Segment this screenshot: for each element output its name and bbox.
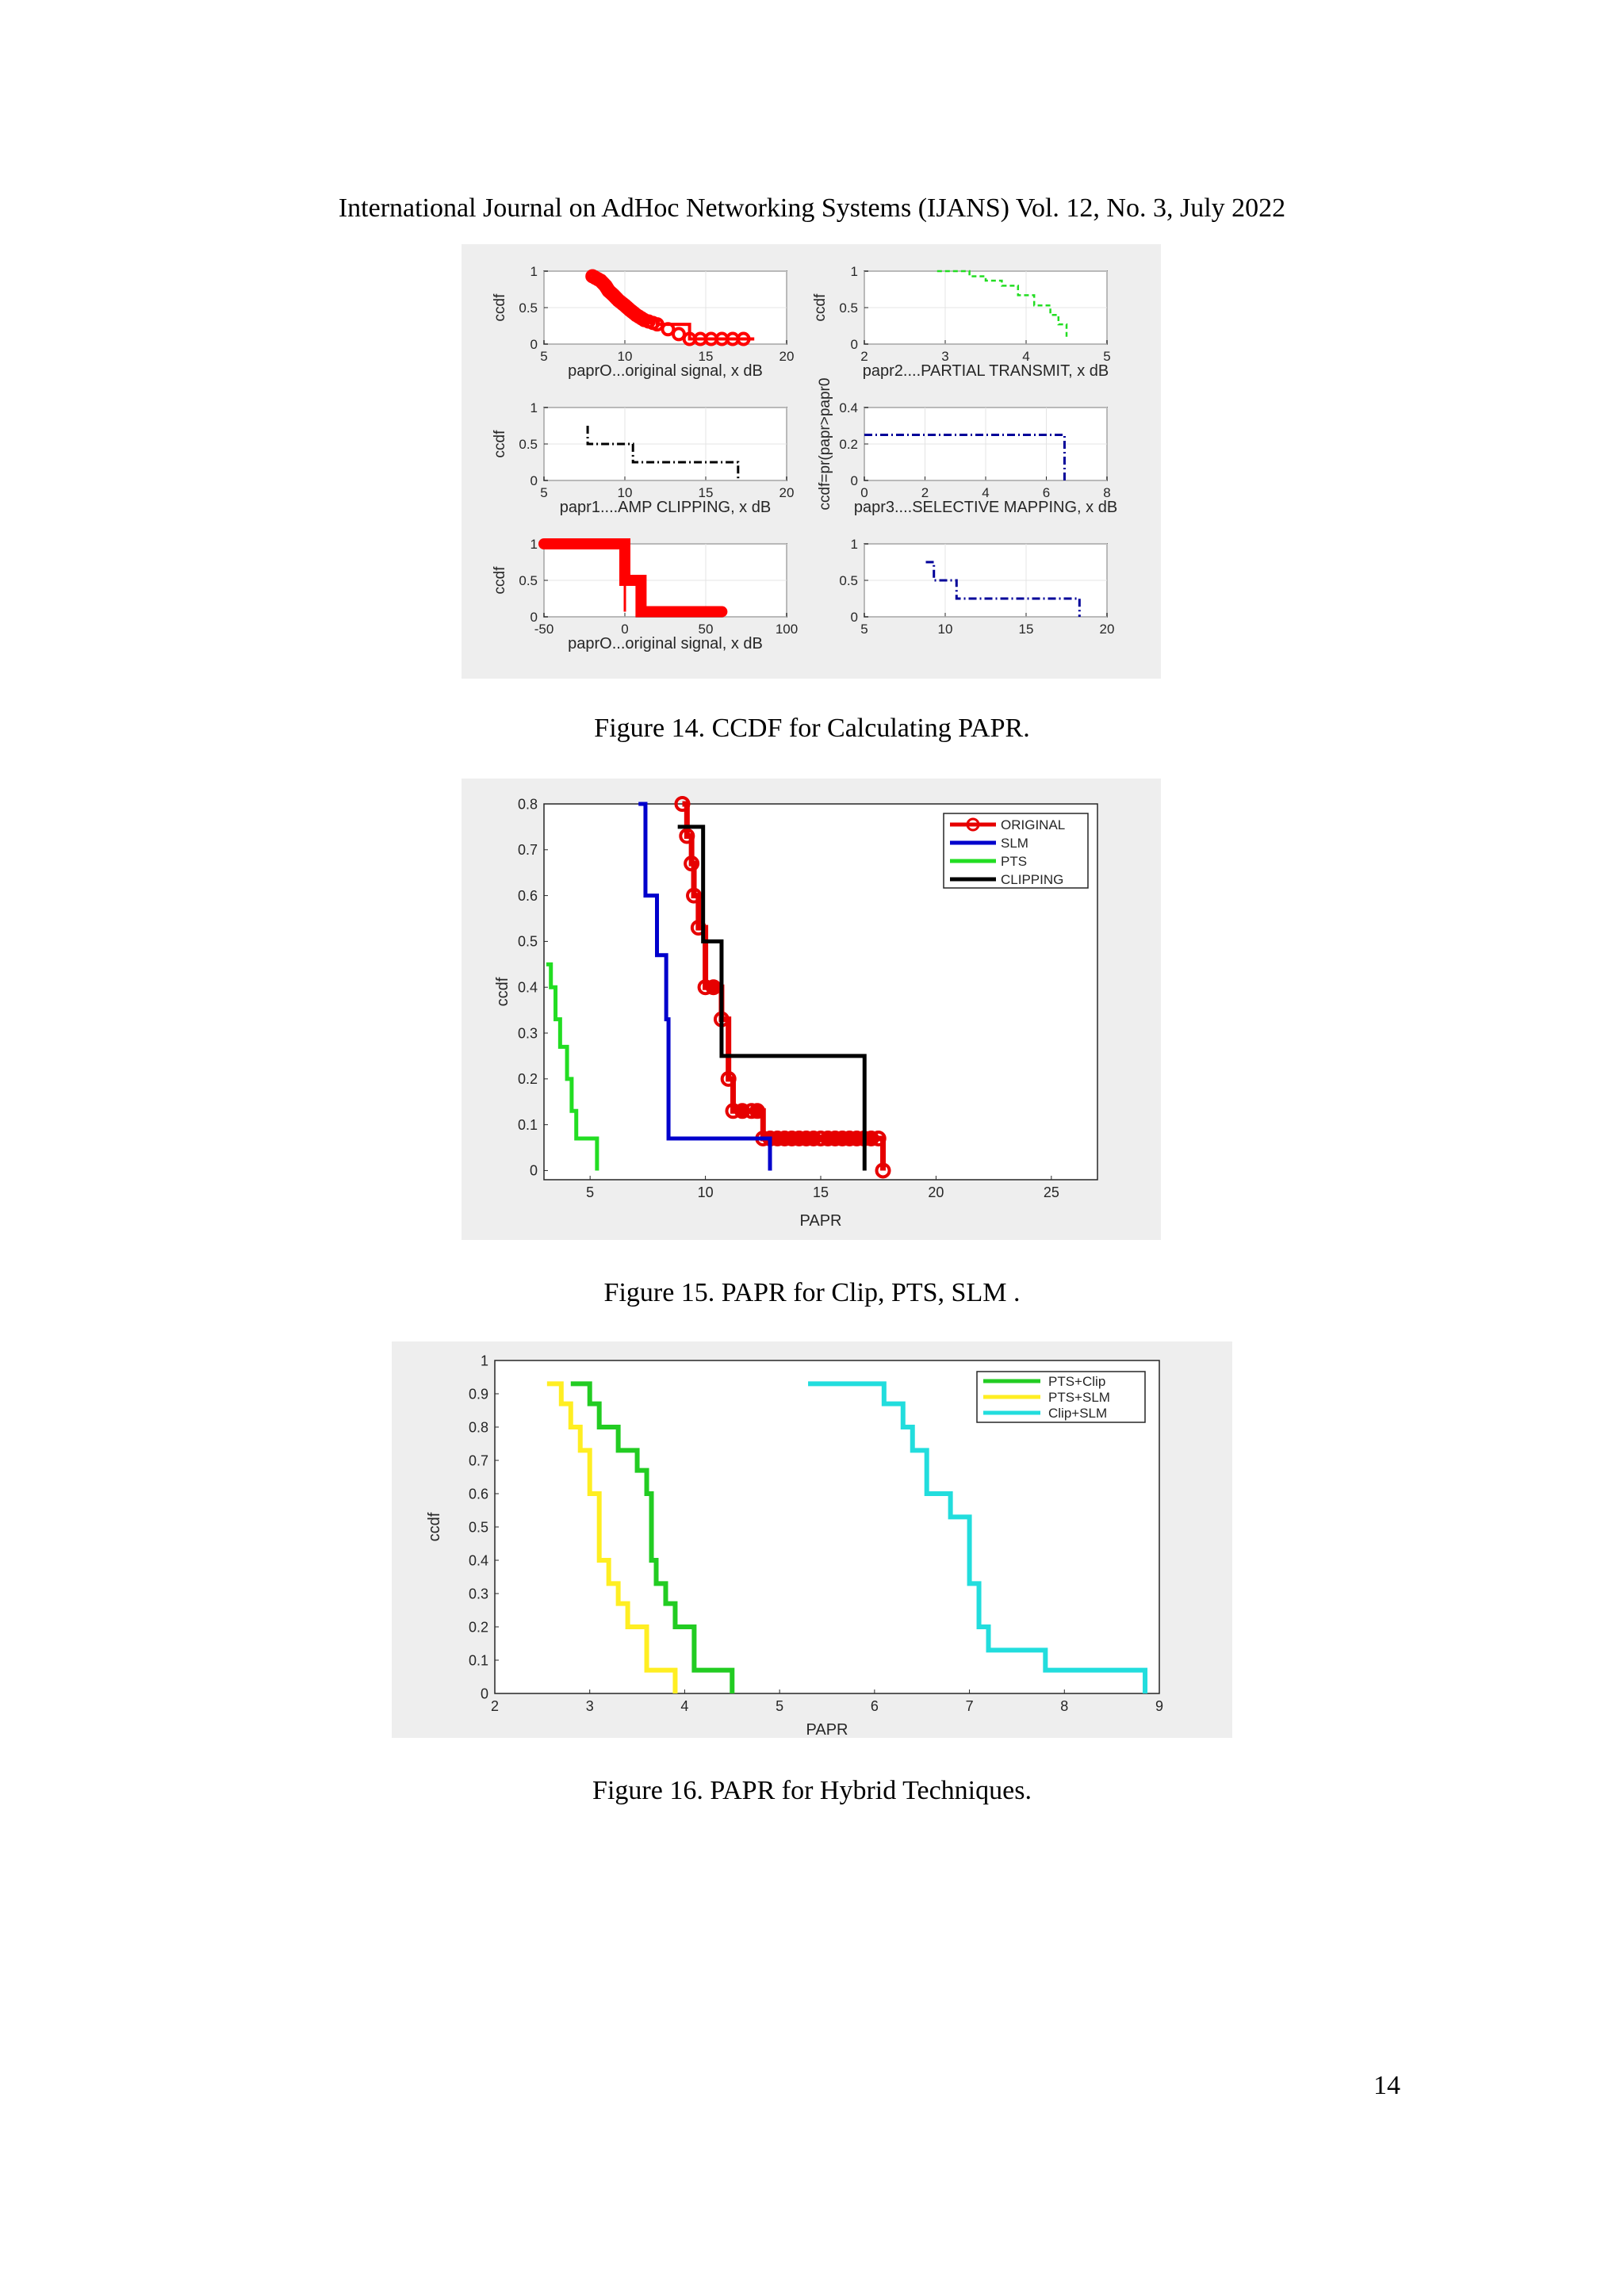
- fig15-series-original-marker: [735, 1104, 749, 1118]
- fig15-ytick-label: 0.7: [517, 842, 538, 859]
- fig14-sub4-xtick-label: 6: [1042, 485, 1051, 500]
- fig15-ytick-label: 0.8: [517, 796, 538, 813]
- fig15-xlabel: PAPR: [799, 1212, 842, 1230]
- fig14-sub2-xtick-label: 3: [941, 349, 949, 364]
- fig14-sub2-ytick-label: 0: [850, 336, 858, 352]
- fig14-sub3-xtick-label: 15: [698, 485, 714, 500]
- fig14-sub6-xtick-label: 15: [1018, 622, 1034, 637]
- fig15-series-original-marker: [806, 1131, 821, 1146]
- fig15-ytick-label: 0.5: [517, 933, 538, 950]
- fig14-sub1-xtick-label: 15: [698, 349, 714, 364]
- fig14-sub1-ytick-label: 1: [530, 263, 538, 279]
- fig16-xtick-label: 5: [776, 1698, 784, 1714]
- figure-15-caption: Figure 15. PAPR for Clip, PTS, SLM .: [603, 1278, 1021, 1307]
- fig14-sub6-ytick-label: 0.5: [839, 572, 858, 588]
- fig14-sub5-xtick-label: -50: [534, 622, 554, 637]
- fig14-sub5-xtick-label: 100: [775, 622, 799, 637]
- figure-16-plot: [392, 1341, 1232, 1738]
- fig14-sub4-ytick-label: 0: [850, 473, 858, 488]
- fig14-sub6-xtick-label: 10: [937, 622, 953, 637]
- fig14-sub2-xtick-label: 5: [1103, 349, 1111, 364]
- fig14-sub5-xlabel: paprO...original signal, x dB: [568, 635, 763, 652]
- fig15-legend-label: ORIGINAL: [1001, 817, 1066, 832]
- fig16-xtick-label: 8: [1060, 1698, 1069, 1714]
- fig14-sub5-ylabel: ccdf: [492, 566, 508, 595]
- fig16-legend-label: Clip+SLM: [1048, 1406, 1108, 1421]
- figure-16: [392, 1341, 1232, 1738]
- fig16-xtick-label: 6: [870, 1698, 879, 1714]
- fig14-sub3-xtick-label: 5: [540, 485, 548, 500]
- fig15-ytick-label: 0: [529, 1162, 538, 1179]
- fig14-sub3-ylabel: ccdf: [492, 430, 508, 458]
- fig14-sub6-ytick-label: 1: [850, 536, 858, 552]
- fig15-xtick-label: 5: [586, 1184, 595, 1200]
- fig14-sub5-xtick-label: 0: [621, 622, 629, 637]
- figure-16-caption: Figure 16. PAPR for Hybrid Techniques.: [592, 1776, 1032, 1805]
- fig14-sub1-ytick-label: 0.5: [519, 300, 538, 316]
- fig14-sub3-ytick-label: 0: [530, 473, 538, 488]
- fig16-legend-label: PTS+Clip: [1048, 1374, 1106, 1389]
- fig15-series-original-marker: [750, 1104, 764, 1118]
- fig15-legend-label: PTS: [1001, 854, 1028, 869]
- fig15-legend-label: SLM: [1001, 836, 1028, 851]
- fig14-sub1-xtick-label: 5: [540, 349, 548, 364]
- fig15-legend: [944, 813, 1088, 888]
- figure-14-plots: [462, 244, 1161, 679]
- fig14-sub4-xlabel: papr3....SELECTIVE MAPPING, x dB: [853, 499, 1118, 516]
- fig16-ytick-label: 0.8: [468, 1419, 488, 1436]
- fig14-sub2-xtick-label: 2: [860, 349, 868, 364]
- fig16-xtick-label: 3: [585, 1698, 594, 1714]
- fig14-sub3-xlabel: papr1....AMP CLIPPING, x dB: [559, 499, 772, 516]
- figure-15: [462, 779, 1161, 1240]
- fig15-ytick-label: 0.6: [517, 887, 538, 904]
- fig14-sub1-xlabel: paprO...original signal, x dB: [568, 362, 763, 380]
- fig14-sub2-ytick-label: 1: [850, 263, 858, 279]
- fig14-sub6-ytick-label: 0: [850, 609, 858, 625]
- fig15-xtick-label: 20: [928, 1184, 944, 1200]
- fig16-ytick-label: 1: [480, 1353, 488, 1369]
- fig15-ytick-label: 0.2: [517, 1071, 538, 1088]
- fig14-sub3-xtick-label: 10: [617, 485, 633, 500]
- figure-15-plot: [462, 779, 1161, 1240]
- fig15-series-original-marker: [707, 980, 721, 994]
- fig16-ytick-label: 0.9: [468, 1386, 488, 1402]
- running-header: International Journal on AdHoc Networking Systems (IJANS) Vol. 12, No. 3, July 2022: [338, 193, 1286, 223]
- fig14-sub6-xtick-label: 20: [1099, 622, 1115, 637]
- fig14-sub1-ytick-label: 0: [530, 336, 538, 352]
- fig14-sub4-xtick-label: 4: [982, 485, 990, 500]
- fig14-sub3-xtick-label: 20: [779, 485, 795, 500]
- fig16-ytick-label: 0.2: [468, 1619, 488, 1636]
- fig14-sub3-ytick-label: 1: [530, 400, 538, 415]
- fig14-sub6-xtick-label: 5: [860, 622, 868, 637]
- fig15-legend-label: CLIPPING: [1001, 872, 1064, 887]
- fig16-ytick-label: 0: [480, 1686, 488, 1702]
- fig14-sub3-ytick-label: 0.5: [519, 436, 538, 452]
- fig15-ytick-label: 0.4: [517, 979, 538, 996]
- fig14-sub4-ytick-label: 0.2: [839, 436, 858, 452]
- fig16-ytick-label: 0.1: [468, 1652, 488, 1669]
- fig14-sub4-xtick-label: 8: [1103, 485, 1111, 500]
- fig15-xtick-label: 15: [812, 1184, 829, 1200]
- figure-14-caption: Figure 14. CCDF for Calculating PAPR.: [594, 714, 1030, 743]
- fig16-ylabel: ccdf: [426, 1512, 443, 1542]
- fig14-sub4-xtick-label: 2: [921, 485, 929, 500]
- fig15-ytick-label: 0.1: [517, 1116, 538, 1133]
- fig16-legend-label: PTS+SLM: [1048, 1390, 1110, 1405]
- fig15-xtick-label: 10: [697, 1184, 714, 1200]
- fig14-sub2-xlabel: papr2....PARTIAL TRANSMIT, x dB: [862, 362, 1109, 380]
- fig16-xtick-label: 2: [490, 1698, 500, 1714]
- fig14-sub2-ylabel: ccdf: [812, 293, 829, 322]
- fig15-ylabel: ccdf: [494, 977, 511, 1007]
- fig16-xtick-label: 4: [680, 1698, 689, 1714]
- fig16-xlabel: PAPR: [806, 1721, 848, 1738]
- fig14-sub5-ytick-label: 0.5: [519, 572, 538, 588]
- fig14-sub5-ytick-label: 1: [530, 536, 538, 552]
- fig14-sub5-ytick-label: 0: [530, 609, 538, 625]
- fig14-sub1-ylabel: ccdf: [492, 293, 508, 322]
- fig14-sub2-ytick-label: 0.5: [839, 300, 858, 316]
- fig14-sub5-xtick-label: 50: [698, 622, 714, 637]
- fig14-shared-ylabel: ccdf=pr(papr>papr0: [817, 377, 833, 511]
- fig16-ytick-label: 0.4: [468, 1552, 488, 1569]
- fig16-ytick-label: 0.5: [468, 1519, 488, 1536]
- page-number: 14: [1373, 2071, 1400, 2100]
- fig15-xtick-label: 25: [1043, 1184, 1059, 1200]
- fig14-sub2-xtick-label: 4: [1022, 349, 1030, 364]
- fig14-sub4-ytick-label: 0.4: [839, 400, 858, 415]
- fig16-legend: [977, 1372, 1145, 1422]
- fig16-ytick-label: 0.6: [468, 1486, 488, 1502]
- fig16-ytick-label: 0.7: [468, 1452, 488, 1469]
- fig14-sub1-xtick-label: 10: [617, 349, 633, 364]
- fig16-ytick-label: 0.3: [468, 1586, 488, 1602]
- fig14-sub4-xtick-label: 0: [860, 485, 868, 500]
- fig14-sub1-xtick-label: 20: [779, 349, 795, 364]
- fig16-xtick-label: 7: [965, 1698, 974, 1714]
- fig16-xtick-label: 9: [1155, 1698, 1164, 1714]
- fig15-ytick-label: 0.3: [517, 1025, 538, 1042]
- figure-14: [462, 244, 1161, 679]
